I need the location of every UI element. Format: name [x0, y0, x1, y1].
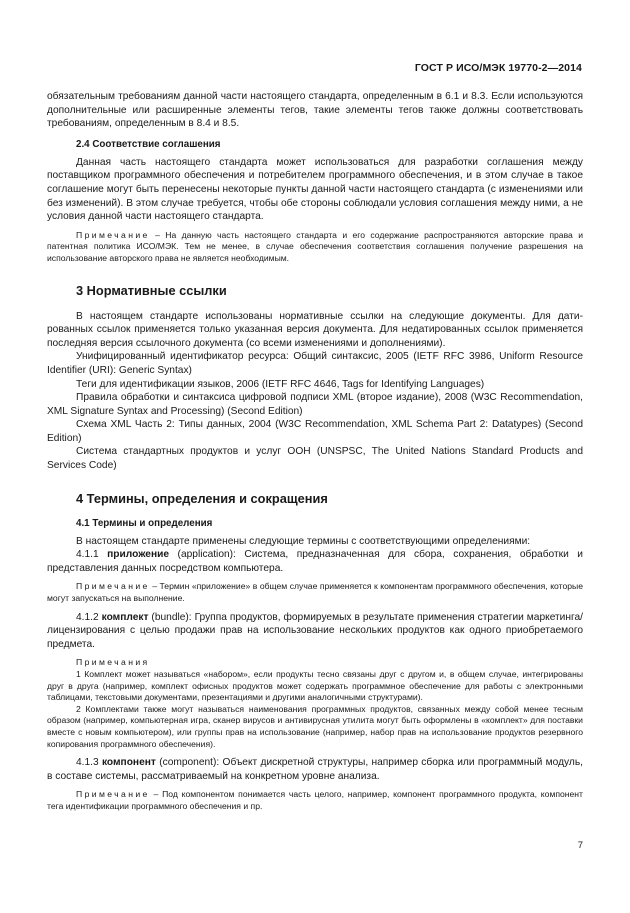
section-3-intro: В настоящем стандарте использованы нормативные ссылки на следующие документы. Для датированных ссылок применяется только указанная версия документа. Для недатированных ссылок применяется последняя версия ссылочного документа (со всеми изменениями и дополнениями).	[47, 310, 583, 349]
page-content	[47, 90, 583, 813]
section-4-heading: 4 Термины, определения и сокращения	[76, 490, 328, 506]
term-4-1-2-note-1: 1 Комплект может называться «набором», если продукты тесно связаны друг с другом и, в общем случае, интегрированы друг в друга (например, комплект офисных продуктов может содержать программное обеспечение для работы с электронными таблицами, текстовыми документами, презентациями и другими аналогичными структурами).	[47, 669, 583, 703]
term-definition: (bundle): Группа продуктов, формируемых в результате применения стратегии маркетинга/лицензирования с целью продажи прав на использование нескольких продуктов как одного приобретаемого предмета.	[47, 611, 583, 650]
section-4-1-intro: В настоящем стандарте применены следующие термины с соответствующими определениями:	[76, 535, 531, 547]
reference-item: Унифицированный идентификатор ресурса: Общий синтаксис, 2005 (IETF RFC 3986, Uniform Resource Identifier (URI): Generic Syntax)	[47, 351, 583, 376]
reference-item: Теги для идентификации языков, 2006 (IETF RFC 4646, Tags for Identifying Languages)	[76, 378, 485, 390]
term-definition: (application): Система, предназначенная для сбора, сохранения, обработки и представления данных посредством компьютера.	[47, 549, 583, 574]
standard-header: ГОСТ Р ИСО/МЭК 19770-2—2014	[414, 62, 582, 74]
reference-item: Схема XML Часть 2: Типы данных, 2004 (W3C Recommendation, XML Schema Part 2: Datatypes) (Second Edition)	[47, 419, 583, 444]
term-number: 4.1.1	[76, 549, 108, 561]
note-text: – Под компонентом понимается часть целого, например, компонент программного продукта, компонент тега идентификации программного обеспечения и пр.	[47, 789, 583, 811]
term-4-1-2-note-2: 2 Комплектами также могут называться наименования программных продуктов, связанных между собой менее тесным образом (например, компьютерная игра, сканер вирусов и антивирусная утилита могут быть оформлены в «комплект» для поставки вместе с новым компьютером), или группы прав на использование (например, набор прав на использование продуктов резервного копирования программного обеспечения).	[47, 703, 583, 749]
term-4-1-2	[47, 611, 583, 652]
note-text: – На данную часть настоящего стандарта и его содержание распространяются авторские права и патентная политика ИСО/МЭК. Тем не менее, в случае обеспечения соответствия соглашения получение разрешения на использование авторского права не является необходимым.	[47, 229, 583, 263]
reference-item: Правила обработки и синтаксиса цифровой подписи XML (второе издание), 2008 (W3C Recommendation, XML Signature Syntax and Processing) (Second Edition)	[47, 392, 583, 417]
term-4-1-1	[47, 548, 583, 575]
term-number: 4.1.2	[76, 611, 102, 623]
page-number: 7	[577, 840, 583, 851]
term-word: комплект	[101, 611, 149, 623]
note-label: Примечание	[76, 581, 150, 592]
section-4-1-heading: 4.1 Термины и определения	[76, 517, 213, 529]
note-text: – Термин «приложение» в общем случае применяется к компонентам программного обеспечения, которые могут запускаться на выполнение.	[47, 581, 583, 604]
reference-item: Система стандартных продуктов и услуг ООН (UNSPSC, The United Nations Standard Products and Services Code)	[47, 446, 583, 472]
term-4-1-1-note	[47, 581, 583, 604]
section-3-heading: 3 Нормативные ссылки	[76, 282, 227, 298]
term-4-1-3	[47, 756, 583, 783]
note-label: Примечание	[76, 789, 150, 800]
intro-paragraph: обязательным требованиям данной части настоящего стандарта, определенным в 6.1 и 8.3. Если используются дополнительные или расширенные элементы тегов, такие элементы тегов также должны соответствовать требованиям, определенным в 8.4 и 8.5.	[47, 91, 583, 130]
term-word: приложение	[107, 549, 170, 561]
note-label: Примечание	[76, 229, 150, 240]
notes-label: Примечания	[76, 657, 150, 668]
term-4-1-3-note	[47, 789, 583, 812]
section-2-4-note	[47, 230, 583, 265]
term-number: 4.1.3	[76, 757, 102, 769]
term-word: компонент	[101, 757, 156, 769]
term-definition: (component): Объект дискретной структуры, например сборка или программный модуль, в составе системы, рассматриваемый на конкретном уровне анализа.	[47, 757, 583, 782]
section-2-4-heading: 2.4 Соответствие соглашения	[76, 138, 221, 150]
section-2-4-paragraph: Данная часть настоящего стандарта может использоваться для разработки соглашения между поставщиком программного обеспечения и потребителем программного обеспечения, и в этом случае в такое соглашение могут быть перенесены некоторые пункты данной части настоящего стандарта (с изменениями или без изменений). В этом случае требуется, чтобы обе стороны соблюдали условия соглашения между ними, а не условия данной части настоящего стандарта.	[47, 156, 583, 223]
